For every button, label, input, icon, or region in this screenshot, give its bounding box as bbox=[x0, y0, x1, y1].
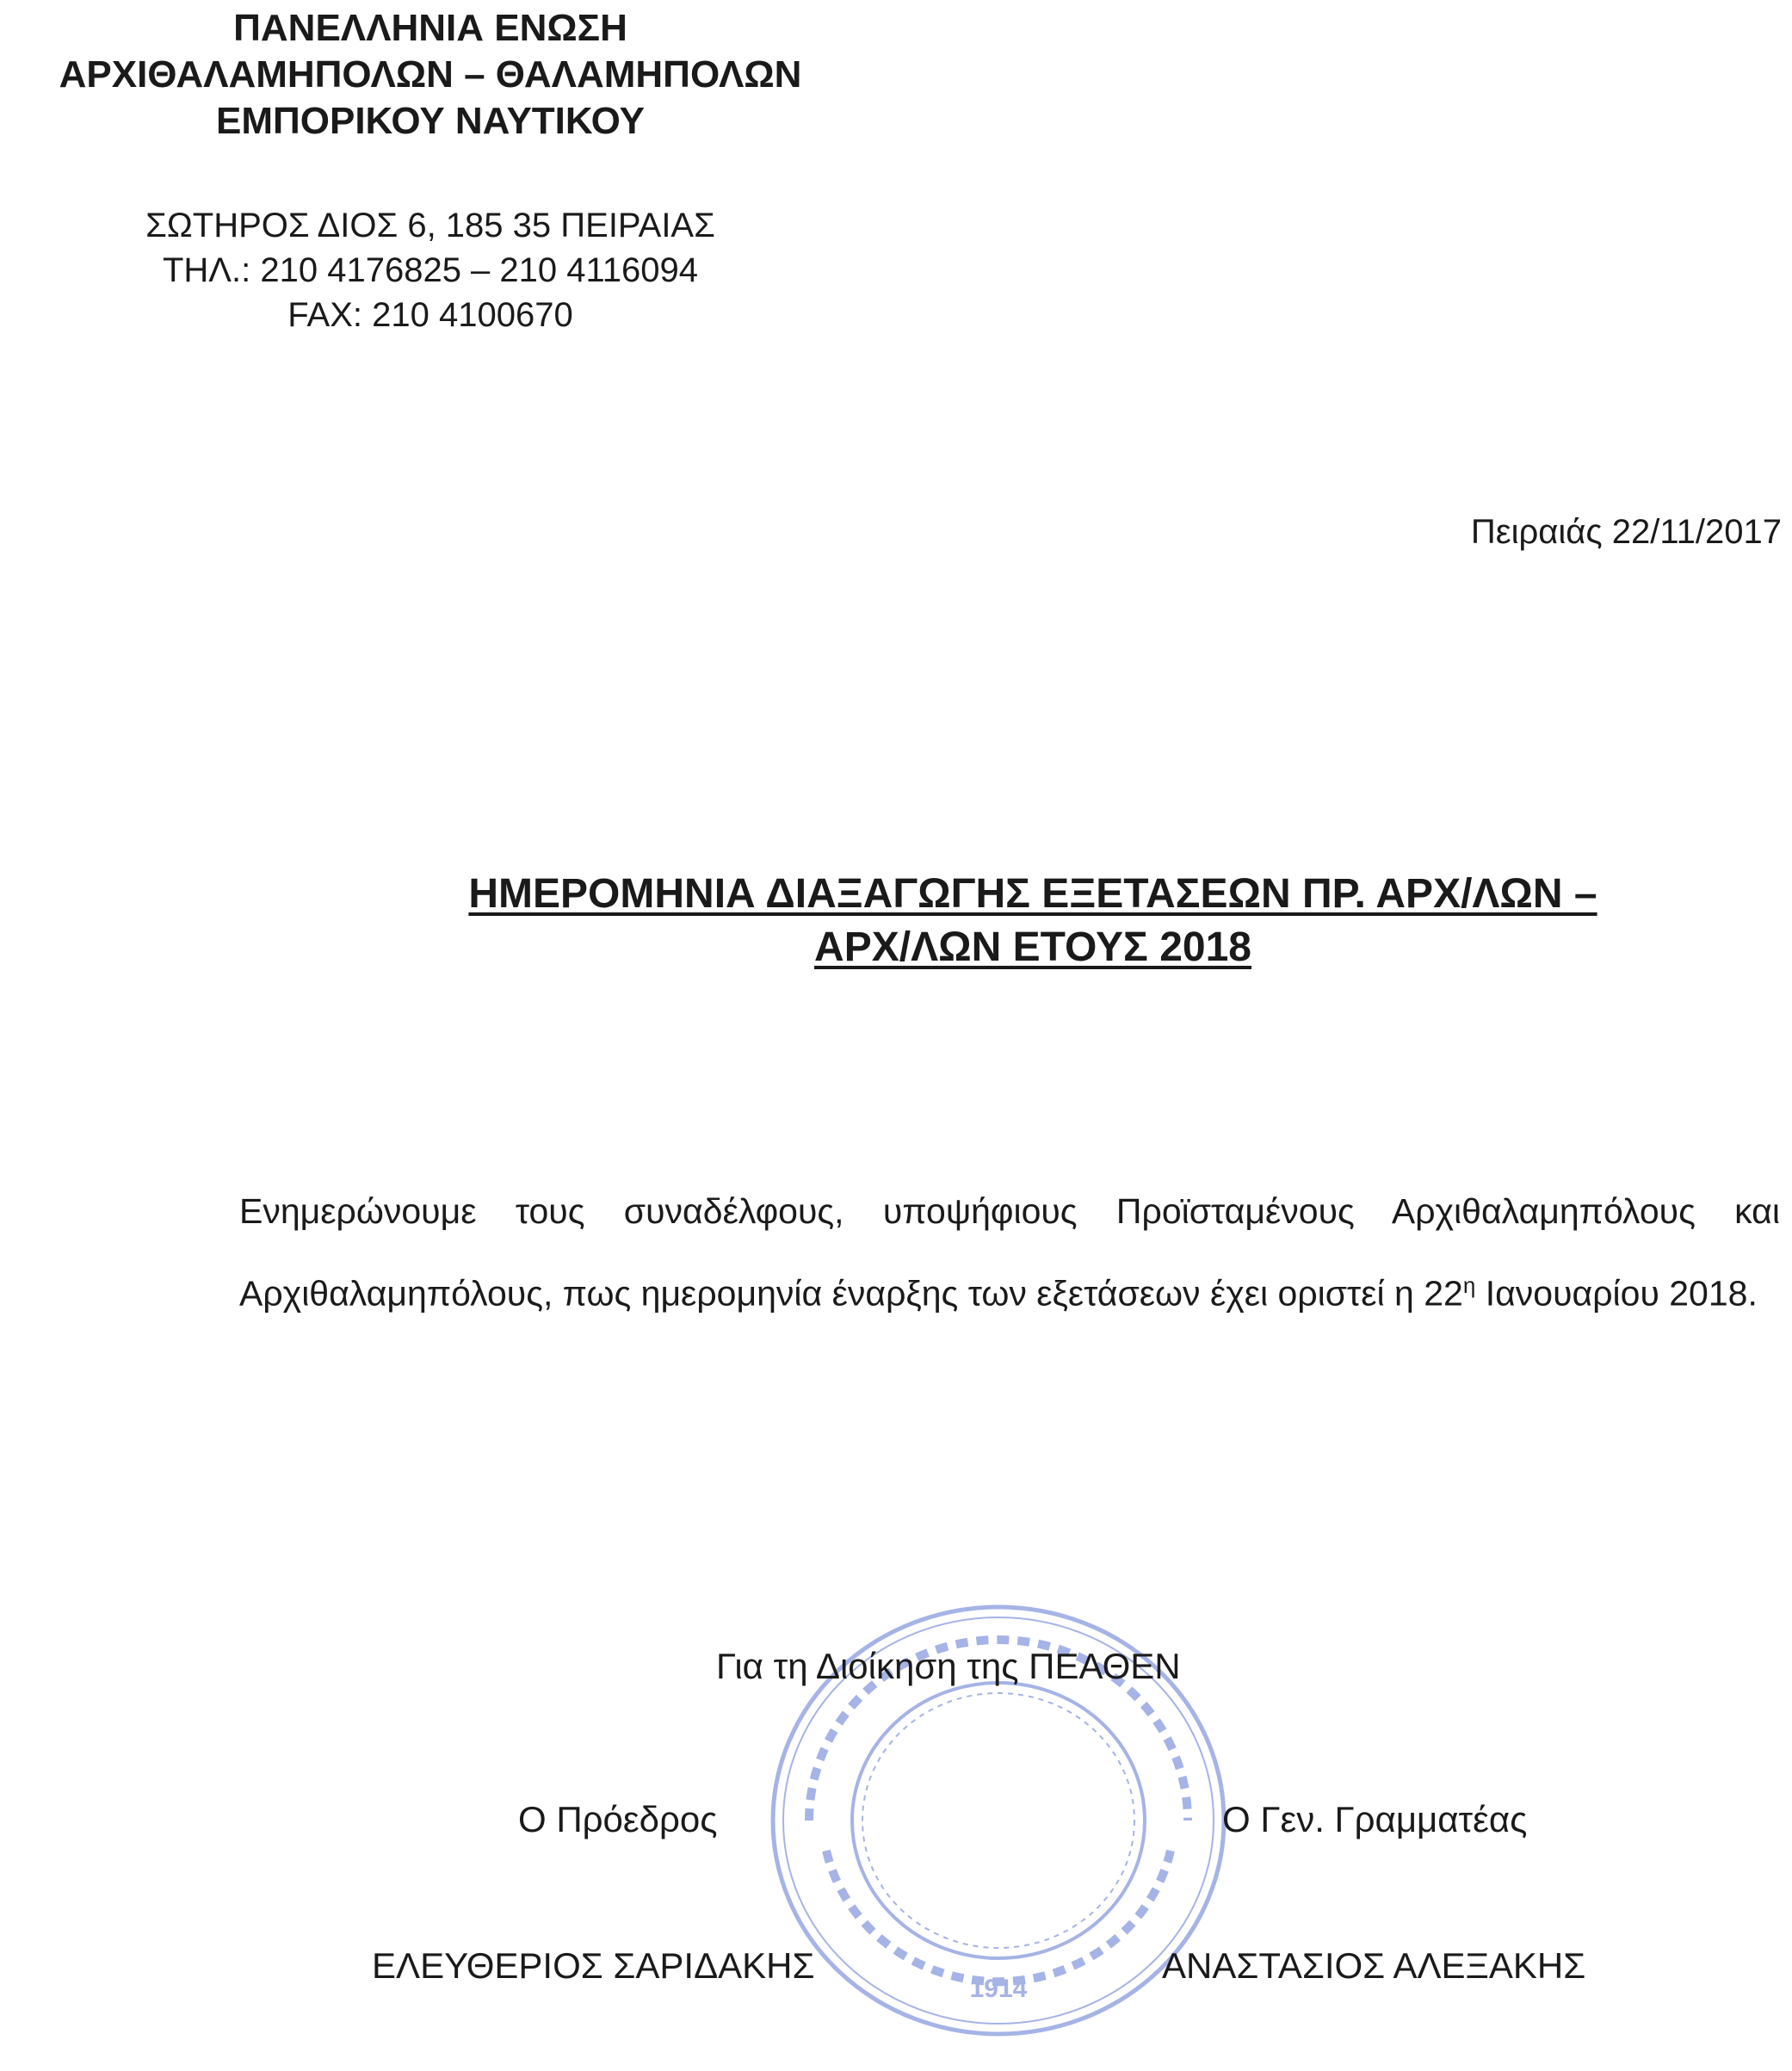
org-name-line-2: ΑΡΧΙΘΑΛΑΜΗΠΟΛΩΝ – ΘΑΛΑΜΗΠΟΛΩΝ bbox=[59, 53, 802, 96]
president-name: ΕΛΕΥΘΕΡΙΟΣ ΣΑΡΙΔΑΚΗΣ bbox=[372, 1945, 815, 1986]
body-text-after: Ιανουαρίου 2018. bbox=[1475, 1273, 1758, 1314]
secretary-role: Ο Γεν. Γραμματέας bbox=[1222, 1799, 1528, 1839]
body-text-before: Ενημερώνουμε τους συναδέλφους, υποψήφιους Προϊσταμένους Αρχιθαλαμηπόλους και Αρχιθαλαμηπόλους, πως ημερομηνία έναρξης των εξετάσεων έχει οριστεί η 22 bbox=[239, 1191, 1780, 1314]
document-date: Πειραιάς 22/11/2017 bbox=[1470, 513, 1782, 551]
stamp-year: 1914 bbox=[969, 1975, 1028, 2003]
subject-line-1: ΗΜΕΡΟΜΗΝΙΑ ΔΙΑΞΑΓΩΓΗΣ ΕΞΕΤΑΣΕΩΝ ΠΡ. ΑΡΧ/ΛΩΝ – bbox=[468, 871, 1597, 917]
organization-header bbox=[0, 5, 861, 145]
secretary-name: ΑΝΑΣΤΑΣΙΟΣ ΑΛΕΞΑΚΗΣ bbox=[1162, 1945, 1586, 1986]
subject-heading bbox=[310, 868, 1756, 974]
ordinal-superscript: η bbox=[1462, 1272, 1476, 1298]
address: ΣΩΤΗΡΟΣ ΔΙΟΣ 6, 185 35 ΠΕΙΡΑΙΑΣ bbox=[145, 207, 715, 244]
signature-on-behalf: Για τη Διοίκηση της ΠΕΑΘΕΝ bbox=[716, 1646, 1181, 1686]
body-paragraph bbox=[239, 1174, 1780, 1331]
president-role: Ο Πρόεδρος bbox=[518, 1799, 718, 1839]
fax: FAX: 210 4100670 bbox=[287, 296, 573, 334]
contact-block bbox=[0, 203, 861, 337]
org-name-line-1: ΠΑΝΕΛΛΗΝΙΑ ΕΝΩΣΗ bbox=[233, 7, 627, 49]
subject-line-2: ΑΡΧ/ΛΩΝ ΕΤΟΥΣ 2018 bbox=[814, 924, 1251, 970]
org-name-line-3: ΕΜΠΟΡΙΚΟΥ ΝΑΥΤΙΚΟΥ bbox=[215, 100, 645, 142]
phone: ΤΗΛ.: 210 4176825 – 210 4116094 bbox=[162, 251, 699, 289]
